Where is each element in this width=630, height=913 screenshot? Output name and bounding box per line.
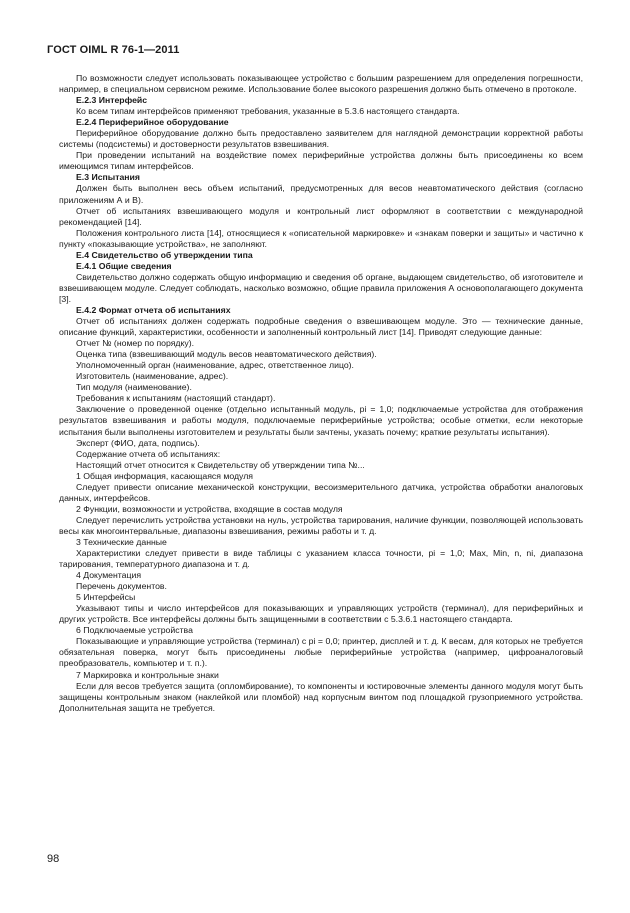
paragraph: Оценка типа (взвешивающий модуль весов неавтоматического действия). [76,349,377,360]
paragraph: Если для весов требуется защита (опломбирование), то компоненты и юстировочные элементы данного модуля могут быть защищены контрольным знаком (наклейкой или пломбой) над корпусным винтом под площадкой грузоприемного устройства. Дополнительная защита не требуется. [59,680,583,713]
paragraph: Периферийное оборудование должно быть предоставлено заявителем для наглядной демонстрации корректной работы системы (подсистемы) и достоверности результатов взвешивания. [59,128,583,150]
paragraph: Эксперт (ФИО, дата, подпись). [76,437,200,448]
paragraph: По возможности следует использовать показывающее устройство с большим разрешением для определения погрешности, например, в специальном сервисном режиме. Использование более высокого разрешения должно быть отмечено в протоколе. [59,73,583,95]
paragraph: Отчет об испытаниях должен содержать подробные сведения о взвешивающем модуле. Это — технические данные, описание функций, характеристики, особенности и заполненный контрольный лист [14]. Приводят следующие данные: [59,316,583,338]
page-number: 98 [47,853,60,865]
section-heading: Е.3 Испытания [76,172,140,183]
paragraph: Показывающие и управляющие устройства (терминал) с pi = 0,0; принтер, дисплей и т. д. К весам, для которых не требуется обязательная поверка, могут быть присоединены любые периферийные устройства (например, цифроаналоговый преобразователь, компьютер и т. п.). [59,636,583,669]
paragraph: Следует привести описание механической конструкции, весоизмерительного датчика, устройства обработки аналоговых данных, интерфейсов. [59,481,583,503]
paragraph: При проведении испытаний на воздействие помех периферийные устройства должны быть присоединены ко всем имеющимся типам интерфейсов. [59,150,583,172]
paragraph: Отчет № (номер по порядку). [76,338,195,349]
paragraph: Положения контрольного листа [14], относящиеся к «описательной маркировке» и «знакам поверки и защиты» и частично к пункту «показывающие устройства», не заполняют. [59,227,583,249]
paragraph: 7 Маркировка и контрольные знаки [76,669,219,680]
section-heading: Е.2.4 Периферийное оборудование [76,117,229,128]
paragraph: 5 Интерфейсы [76,592,136,603]
paragraph: Отчет об испытаниях взвешивающего модуля и контрольный лист оформляют в соответствии с международной рекомендацией [14]. [59,205,583,227]
section-heading: Е.4.2 Формат отчета об испытаниях [76,304,231,315]
paragraph: Свидетельство должно содержать общую информацию и сведения об органе, выдающем свидетельство, об изготовителе и взвешивающем модуле. Следует соблюдать, насколько возможно, общие правила приложения А основополагающего документа [3]. [59,271,583,304]
section-heading: Е.4 Свидетельство об утверждении типа [76,249,253,260]
paragraph: Должен быть выполнен весь объем испытаний, предусмотренных для весов неавтоматического действия (согласно приложениям А и В). [59,183,583,205]
paragraph: Ко всем типам интерфейсов применяют требования, указанные в 5.3.6 настоящего стандарта. [76,106,460,117]
paragraph: Уполномоченный орган (наименование, адрес, ответственное лицо). [76,360,354,371]
section-heading: Е.4.1 Общие сведения [76,260,172,271]
section-heading: Е.2.3 Интерфейс [76,95,148,106]
paragraph: 6 Подключаемые устройства [76,625,193,636]
paragraph: Содержание отчета об испытаниях: [76,448,221,459]
paragraph: Требования к испытаниям (настоящий стандарт). [76,393,276,404]
paragraph: 3 Технические данные [76,536,167,547]
paragraph: 4 Документация [76,570,142,581]
paragraph: Перечень документов. [76,581,167,592]
paragraph: Заключение о проведенной оценке (отдельно испытанный модуль, pi = 1,0; подключаемые устройства для отображения результатов взвешивания и работы модуля, подключаемые периферийные устройства; особые отметки, если некоторые испытания были выполнены изготовителем и результаты были зачтены, указать почему; краткие результаты испытания). [59,404,583,437]
paragraph: 2 Функции, возможности и устройства, входящие в состав модуля [76,503,343,514]
paragraph: Настоящий отчет относится к Свидетельству об утверждении типа №... [76,459,365,470]
paragraph: Указывают типы и число интерфейсов для показывающих и управляющих устройств (терминал), для периферийных и других устройств. Все интерфейсы должны быть защищенными в соответствии с 5.3.6.1 настоящего стандарта. [59,603,583,625]
paragraph: Характеристики следует привести в виде таблицы с указанием класса точности, pi = 1,0; Max, Min, n, ni, диапазона тарирования, температурного диапазона и т. д. [59,548,583,570]
paragraph: 1 Общая информация, касающаяся модуля [76,470,253,481]
page-header-title: ГОСТ OIML R 76-1—2011 [47,44,180,56]
paragraph: Изготовитель (наименование, адрес). [76,371,229,382]
document-body [59,73,583,714]
paragraph: Тип модуля (наименование). [76,382,192,393]
paragraph: Следует перечислить устройства установки на нуль, устройства тарирования, наличие функции, позволяющей использовать весы как многоинтервальные, диапазоны взвешивания, режимы работы и т. д. [59,514,583,536]
